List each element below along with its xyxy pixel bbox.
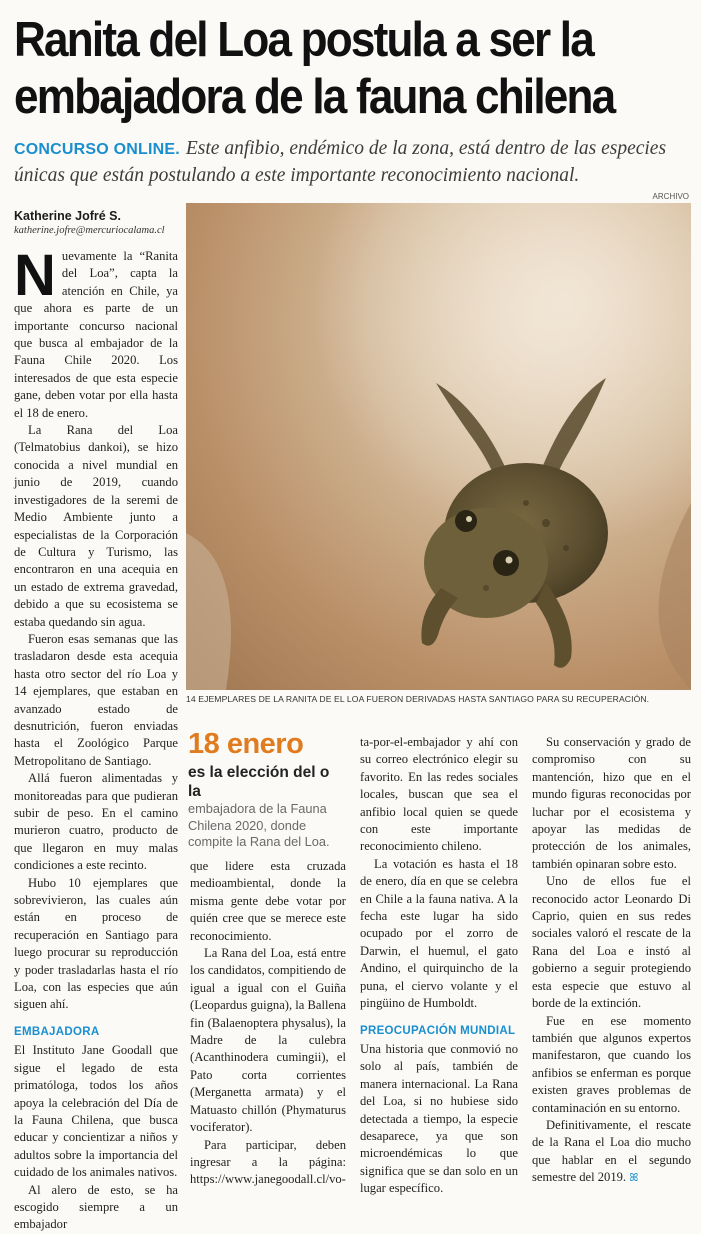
byline <box>14 209 184 236</box>
deck-text: Este anfibio, endémico de la zona, está dentro de las especies únicas que están postulando a este importante reconocimiento nacional. <box>14 138 667 186</box>
subhead-embajadora: EMBAJADORA <box>14 1025 100 1038</box>
kicker: CONCURSO ONLINE. <box>14 141 180 158</box>
subhead-preocupacion-mundial: PREOCUPACIÓN MUNDIAL <box>360 1024 516 1037</box>
paragraph: La Rana del Loa (Telmatobius dankoi), se hizo conocida a nivel mundial en junio de 2019, cuando investigadores de la seremi de Medio Ambiente junto a especialistas de la Corporación de Cultura y Turismo, las encontraron en una acequia en un estado de extrema gravedad, debido a que su ecosistema se estaba quedando sin agua. <box>14 423 178 629</box>
frog-illustration <box>186 203 691 690</box>
drop-cap: N <box>14 243 56 308</box>
pull-quote-text: embajadora de la Fauna Chilena 2020, donde compite la Rana del Loa. <box>188 801 330 849</box>
paragraph: Una historia que conmovió no solo al país, también de manera internacional. La Rana del Loa, si no hubiese sido detectada a tiempo, la especie desaparece, ya que son microendémicas lo que significa que se dan solo en un lugar específico. <box>360 1041 518 1196</box>
author-name: Katherine Jofré S. <box>14 209 121 223</box>
paragraph: Definitivamente, el rescate de la Rana el Loa dio mucho que hablar en el segundo semestre del 2019. ꕤ <box>532 1117 691 1185</box>
column-4 <box>532 734 691 1187</box>
paragraph: La votación es hasta el 18 de enero, día en que se celebra en Chile a la fauna nativa. A la fecha este lugar ha sido ocupado por el zorro de Darwin, el huemul, el gato Andino, el quirquincho de la puna, el ciervo volante y el pingüino de Humboldt. <box>360 856 518 1011</box>
paragraph: Para participar, deben ingresar a la página: https://www.janegoodall.cl/vo- <box>190 1137 346 1187</box>
column-2 <box>190 858 346 1189</box>
headline-line-1: Ranita del Loa postula a ser la <box>14 13 593 67</box>
column-3 <box>360 734 518 1198</box>
pull-quote-date: 18 enero <box>188 728 304 760</box>
pull-quote <box>188 728 346 851</box>
paragraph: Fueron esas semanas que las trasladaron desde esta acequia hasta otro sector del río Loa y 14 ejemplares, que estaban en avanzado estado de desnutrición, fueron enviadas hasta el Zoológico Parque Metropolitano de Santiago. <box>14 631 178 768</box>
paragraph: Al alero de esto, se ha escogido siempre a un embajador <box>14 1182 178 1232</box>
paragraph: Uno de ellos fue el reconocido actor Leonardo Di Caprio, quien en sus redes sociales valoró el rescate de la Rana del Loa e instó al gobierno a seguir protegiendo esta especie que estuvo al borde de la extinción. <box>532 874 691 1011</box>
headline-line-2: embajadora de la fauna chilena <box>14 70 615 124</box>
end-mark-icon: ꕤ <box>629 1171 639 1185</box>
paragraph: que lidere esta cruzada medioambiental, donde la misma gente debe votar por quién cree que se merece este reconocimiento. <box>190 859 346 943</box>
paragraph: La Rana del Loa, está entre los candidatos, compitiendo de igual a igual con el Guiña (Leopardus guigna), la Ballena fin (Balaenoptera physalus), la Madre de la culebra (Acanthinodera cumingii), el Pato corta corrientes (Merganetta armata) y el Matuasto chillón (Phymaturus vociferator). <box>190 946 346 1135</box>
paragraph: Hubo 10 ejemplares que sobrevivieron, las cuales aún están en proceso de recuperación en Santiago para luego procurar su reproducción y poder trasladarlas hasta el río Loa, con las especies que aún siguen ahí. <box>14 875 178 1012</box>
paragraph: Nuevamente la “Ranita del Loa”, capta la atención en Chile, ya que ahora es parte de un importante concurso nacional que busca al embajador de la Fauna Chile 2020. Los interesados de que esta especie gane, deben votar por ella hasta el 18 de enero. <box>14 243 178 420</box>
paragraph: Fue en ese momento también que algunos expertos manifestaron, que cuando los anfibios se enferman es porque existen graves problemas de contaminación en su entorno. <box>532 1013 691 1115</box>
frog-photo <box>186 203 691 690</box>
pull-quote-lead: es la elección del o la <box>188 764 330 800</box>
deck <box>14 136 690 189</box>
photo-caption: 14 EJEMPLARES DE LA RANITA DE EL LOA FUERON DERIVADAS HASTA SANTIAGO PARA SU RECUPERACIÓN. <box>186 694 650 704</box>
column-1 <box>14 243 178 1234</box>
paragraph: ta-por-el-embajador y ahí con su correo electrónico elegir su favorito. En las redes sociales locales, buscan que sea el anfibio local quien se quede con este importante reconocimiento chileno. <box>360 735 518 854</box>
headline <box>14 12 622 126</box>
photo-credit: ARCHIVO <box>652 192 689 201</box>
paragraph: El Instituto Jane Goodall que sigue el legado de esta primatóloga, todos los años apoya la celebración del Día de la Fauna Chilena, que busca educar y concientizar a niños y adultos sobre la importancia del cuidado de los animales nativos. <box>14 1043 178 1180</box>
paragraph: Su conservación y grado de compromiso con su mantención, hizo que en el mundo figuras reconocidas por luchar por el ecosistema y apoyar las medidas de protección de los animales, también opinaran sobre esto. <box>532 735 691 871</box>
paragraph: Allá fueron alimentadas y monitoreadas para que pudieran subir de peso. En el camino murieron cuatro, producto de que llegaron en muy malas condiciones a este recinto. <box>14 771 178 873</box>
author-email: katherine.jofre@mercuriocalama.cl <box>14 225 165 236</box>
